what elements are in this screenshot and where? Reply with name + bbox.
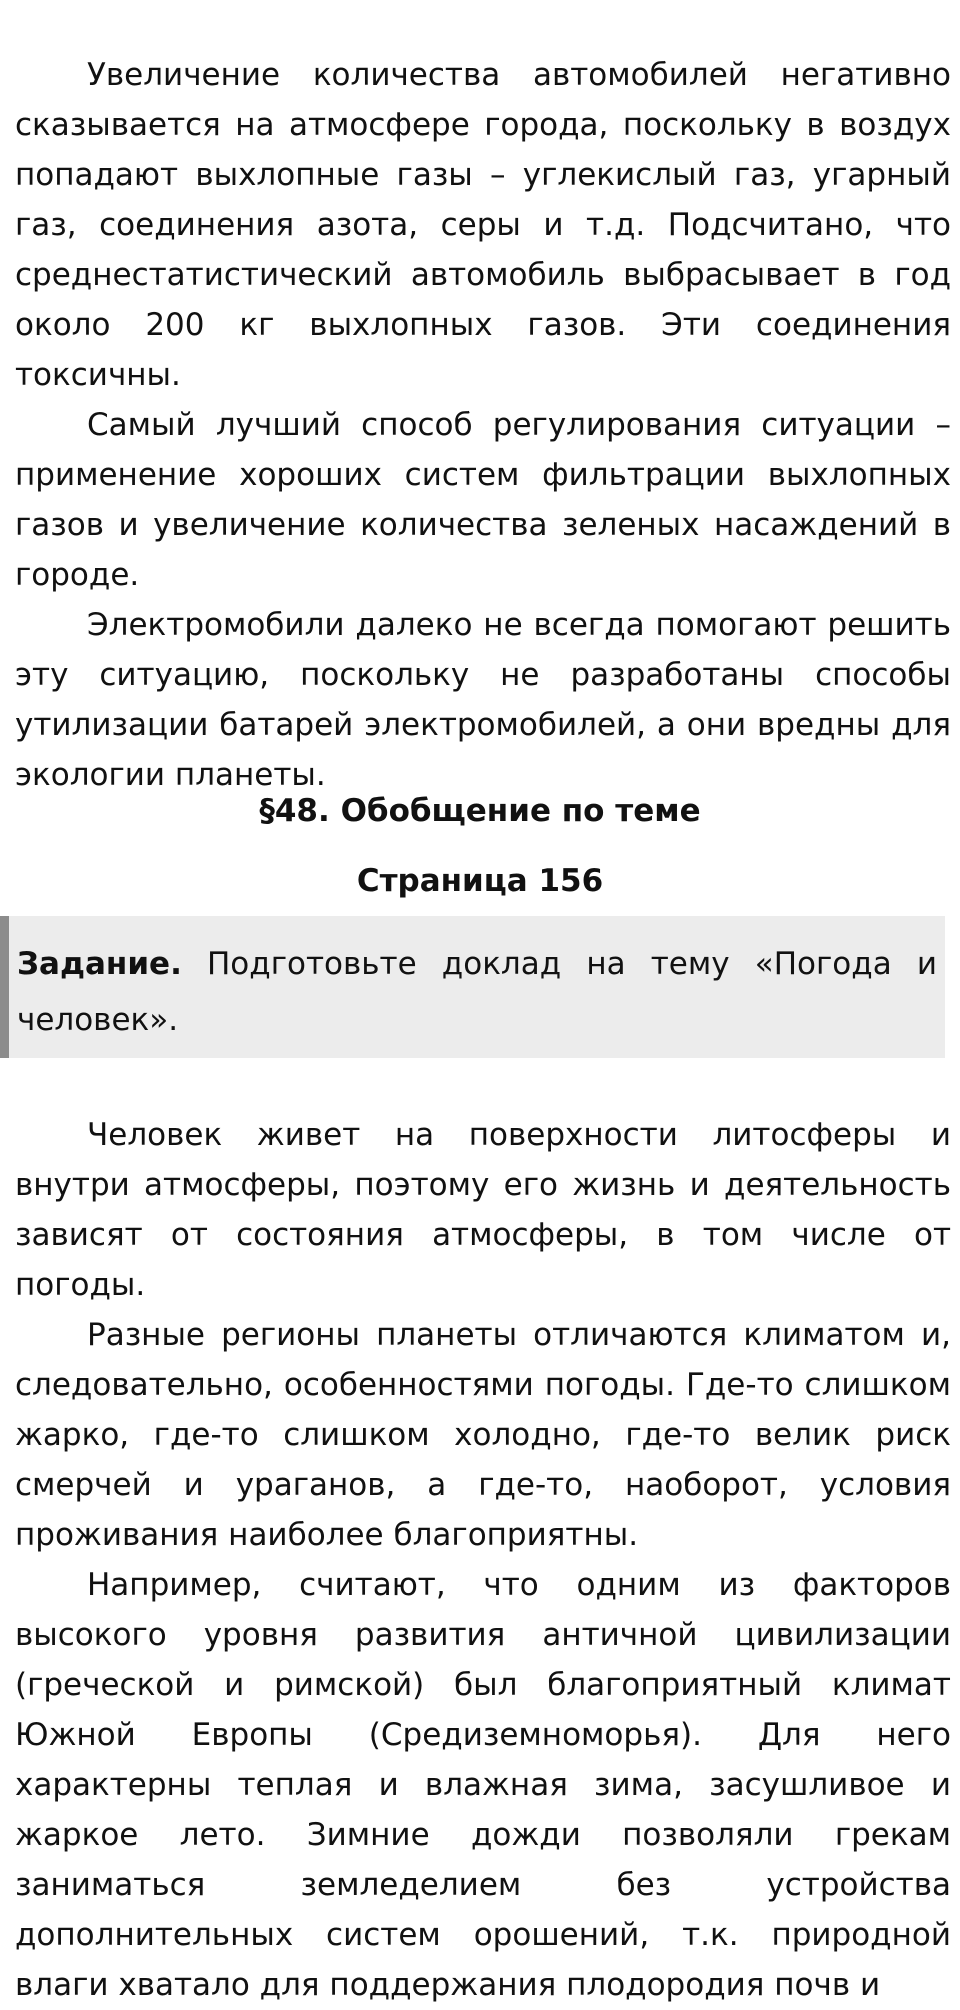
paragraph-filtration: Самый лучший способ регулирования ситуации – применение хороших систем фильтрации выхлопных газов и увеличение количества зеленых насаждений в городе. bbox=[15, 407, 951, 593]
task-label: Задание. bbox=[17, 946, 182, 982]
paragraph-electric-cars: Электромобили далеко не всегда помогают решить эту ситуацию, поскольку не разработаны способы утилизации батарей электромобилей, а они вредны для экологии планеты. bbox=[15, 607, 951, 793]
paragraph-human-weather: Человек живет на поверхности литосферы и внутри атмосферы, поэтому его жизнь и деятельность зависят от состояния атмосферы, в том числе от погоды. bbox=[15, 1117, 951, 1303]
paragraph-ancient-civilization: Например, считают, что одним из факторов высокого уровня развития античной цивилизации (греческой и римской) был благоприятный климат Южной Европы (Средиземноморья). Для него характерны теплая и влажная зима, засушливое и жаркое лето. Зимние дожди позволяли грекам заниматься земледелием без устройства дополнительных систем орошений, т.к. природной влаги хватало для поддержания плодородия почв и bbox=[15, 1567, 951, 2003]
paragraph-regions-climate: Разные регионы планеты отличаются климатом и, следовательно, особенностями погоды. Где-то слишком жарко, где-то слишком холодно, где-то велик риск смерчей и ураганов, а где-то, наоборот, условия проживания наиболее благоприятны. bbox=[15, 1317, 951, 1553]
task-box bbox=[0, 916, 945, 1058]
paragraph-car-emissions: Увеличение количества автомобилей негативно сказывается на атмосфере города, поскольку в воздух попадают выхлопные газы – углекислый газ, угарный газ, соединения азота, серы и т.д. Подсчитано, что среднестатистический автомобиль выбрасывает в год около 200 кг выхлопных газов. Эти соединения токсичны. bbox=[15, 57, 951, 393]
page-number-heading: Страница 156 bbox=[356, 863, 604, 899]
task-description: Подготовьте доклад на тему «Погода и человек». bbox=[17, 946, 937, 1038]
section-title: §48. Обобщение по теме bbox=[259, 793, 701, 829]
task-text bbox=[17, 936, 937, 1048]
